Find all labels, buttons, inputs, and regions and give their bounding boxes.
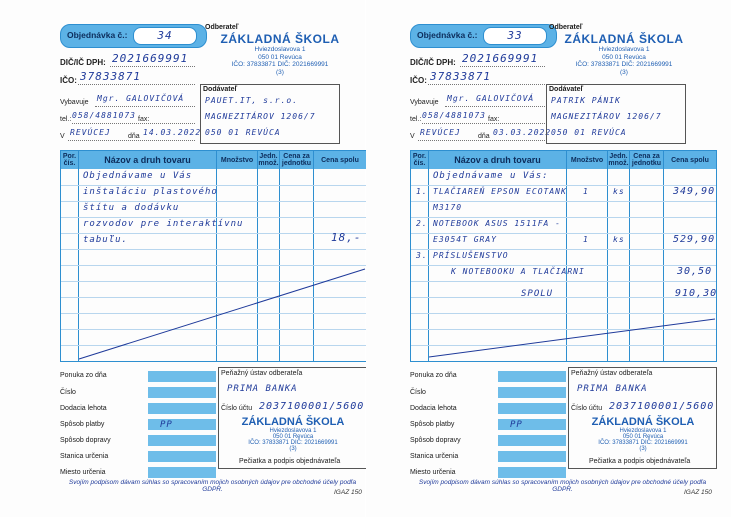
order-number-box (410, 24, 557, 48)
miesto-label: Miesto určenia (410, 469, 456, 476)
bank-value: PRIMA BANKA (577, 384, 648, 394)
item-line: tabuľu. (83, 235, 128, 245)
col-unit-header: Jedn. množ. (608, 153, 629, 167)
item-name: TLAČIAREŇ EPSON ECOTANK (433, 187, 567, 196)
platba-value: PP (160, 420, 173, 430)
col-qty-header: Množstvo (217, 151, 258, 169)
supplier-box (200, 84, 340, 144)
item-total: 18,- (331, 231, 362, 244)
item-no: 1. (416, 187, 428, 196)
fax-label: fax: (138, 116, 150, 123)
col-unit-price-header: Cena za jednotku (630, 151, 664, 169)
supplier-line-1: PAUET.IT, s.r.o. (205, 96, 299, 105)
item-name-cont: E3054T GRAY (433, 235, 497, 244)
ico-label: IČO: (410, 76, 427, 85)
order-number-value: 34 (133, 27, 197, 45)
strike-line (411, 169, 716, 361)
ico-value: 37833871 (80, 70, 141, 83)
col-name-header: Názov a druh tovaru (429, 151, 567, 169)
date-label: dňa (128, 133, 140, 140)
dic-label: DIČ/IČ DPH: (60, 58, 106, 67)
stamp-name: ZÁKLADNÁ ŠKOLA (591, 416, 695, 428)
place-label: V (410, 133, 415, 140)
stamp-city: 050 01 Revúca (622, 434, 664, 440)
order-number-box (60, 24, 207, 48)
items-table (410, 150, 717, 362)
supplier-line-2: MAGNEZITÁROV 1206/7 (551, 112, 662, 121)
buyer-label: Odberateľ (549, 24, 583, 31)
platba-label: Spôsob platby (410, 421, 455, 428)
item-unit: ks (613, 187, 625, 196)
ponuka-label: Ponuka zo dňa (60, 372, 107, 379)
dic-label: DIČ/IČ DPH: (410, 58, 456, 67)
ico-label: IČO: (60, 76, 77, 85)
account-value: 2037100001/5600 (609, 401, 715, 412)
issued-by-label: Vybavuje (410, 99, 439, 106)
items-table (60, 150, 367, 362)
fax-label: fax: (488, 116, 500, 123)
school-ids: IČO: 37833871 DIČ: 2021669991 (231, 61, 329, 68)
supplier-box (546, 84, 686, 144)
col-no-header: Por. čís. (61, 151, 79, 169)
item-line: inštaláciu plastového (83, 187, 218, 197)
item-name: NOTEBOOK ASUS 1511FA - (433, 219, 561, 228)
gdpr-note: Svojím podpisom dávam súhlas so spracovaním mojich osobných údajov pre obchodné účely podľa GDPR. (418, 479, 707, 493)
miesto-label: Miesto určenia (60, 469, 106, 476)
buyer-label: Odberateľ (205, 24, 239, 31)
bank-value: PRIMA BANKA (227, 384, 298, 394)
stamp-street: Hviezdoslavova 1 (619, 428, 667, 434)
school-name: ZÁKLADNÁ ŠKOLA (564, 32, 684, 46)
platba-label: Spôsob platby (60, 421, 105, 428)
stamp-ref: (3) (639, 446, 647, 452)
strike-line (61, 169, 366, 361)
supplier-label: Dodávateľ (203, 86, 238, 93)
item-line: rozvodov pre interaktívnu (83, 219, 244, 229)
account-value: 2037100001/5600 (259, 401, 365, 412)
signature-label: Pečiatka a podpis objednávateľa (589, 458, 691, 465)
doprava-label: Spôsob dopravy (410, 437, 461, 444)
stamp-ids: IČO: 37833871 DIČ: 2021669991 (598, 440, 688, 446)
item-total: 349,90 (673, 186, 716, 197)
stamp-city: 050 01 Revúca (272, 434, 314, 440)
doprava-label: Spôsob dopravy (60, 437, 111, 444)
date-value: 03.03.2022 (493, 128, 552, 137)
supplier-line-2: MAGNEZITÁROV 1206/7 (205, 112, 316, 121)
stamp-street: Hviezdoslavova 1 (269, 428, 317, 434)
school-stamp (573, 416, 713, 452)
ico-value: 37833871 (430, 70, 491, 83)
form-code: IGAZ 150 (334, 489, 362, 496)
tel-value: 058/4881073 (422, 111, 486, 120)
account-label: Číslo účtu (221, 405, 253, 412)
item-name-cont: M3170 (433, 203, 463, 212)
place-label: V (60, 133, 65, 140)
stanica-label: Stanica určenia (60, 453, 109, 460)
place-value: REVÚCEJ (420, 128, 461, 137)
school-ref: (3) (620, 68, 628, 76)
school-city: 050 01 Revúca (602, 53, 646, 61)
item-no: 2. (416, 219, 428, 228)
school-header (205, 32, 355, 76)
school-header (549, 32, 699, 76)
tel-label: tel.: (60, 116, 72, 123)
col-qty-header: Množstvo (567, 151, 608, 169)
dodacia-label: Dodacia lehota (410, 405, 457, 412)
bank-box (568, 367, 717, 469)
bank-box (218, 367, 367, 469)
stamp-ids: IČO: 37833871 DIČ: 2021669991 (248, 440, 338, 446)
item-name: PRÍSLUŠENSTVO (433, 251, 509, 260)
signature-label: Pečiatka a podpis objednávateľa (239, 458, 341, 465)
school-name: ZÁKLADNÁ ŠKOLA (220, 32, 340, 46)
col-total-header: Cena spolu (321, 156, 359, 164)
order-number-value: 33 (483, 27, 547, 45)
school-ref: (3) (276, 68, 284, 76)
bank-label: Peňažný ústav odberateľa (571, 370, 653, 377)
order-form-right (366, 0, 731, 517)
col-unit-price-header: Cena za jednotku (280, 151, 314, 169)
stanica-label: Stanica určenia (410, 453, 459, 460)
item-no: 3. (416, 251, 428, 260)
order-form-left (0, 0, 365, 517)
supplier-label: Dodávateľ (549, 86, 584, 93)
school-street: Hviezdoslavova 1 (254, 46, 306, 53)
dodacia-label: Dodacia lehota (60, 405, 107, 412)
sum-value: 910,30 (675, 288, 718, 299)
school-ids: IČO: 37833871 DIČ: 2021669991 (575, 61, 673, 68)
item-total: 30,50 (677, 266, 713, 277)
item-line: Objednávame u Vás (83, 171, 193, 181)
account-label: Číslo účtu (571, 405, 603, 412)
dic-value: 2021669991 (112, 52, 189, 65)
cislo-label: Číslo (60, 389, 76, 396)
cislo-label: Číslo (410, 389, 426, 396)
bank-label: Peňažný ústav odberateľa (221, 370, 303, 377)
col-no-header: Por. čís. (411, 151, 429, 169)
sum-label: SPOLU (521, 289, 554, 299)
col-name-header: Názov a druh tovaru (79, 151, 217, 169)
ponuka-label: Ponuka zo dňa (410, 372, 457, 379)
date-label: dňa (478, 133, 490, 140)
order-number-label: Objednávka č.: (417, 30, 478, 40)
supplier-line-3: 050 01 REVÚCA (205, 128, 281, 137)
school-stamp (223, 416, 363, 452)
col-unit-header: Jedn. množ. (258, 153, 279, 167)
stamp-ref: (3) (289, 446, 297, 452)
dic-value: 2021669991 (462, 52, 539, 65)
stamp-name: ZÁKLADNÁ ŠKOLA (241, 416, 345, 428)
tel-value: 058/4881073 (72, 111, 136, 120)
gdpr-note: Svojím podpisom dávam súhlas so spracovaním mojich osobných údajov pre obchodné účely podľa GDPR. (68, 479, 357, 493)
order-number-label: Objednávka č.: (67, 30, 128, 40)
item-line: štítu a dodávku (83, 203, 180, 213)
item-qty: 1 (583, 235, 589, 244)
intro-line: Objednávame u Vás: (433, 171, 549, 181)
school-street: Hviezdoslavova 1 (598, 46, 650, 53)
tel-label: tel.: (410, 116, 422, 123)
issued-by-label: Vybavuje (60, 99, 89, 106)
col-total-header: Cena spolu (671, 156, 709, 164)
date-value: 14.03.2022 (143, 128, 202, 137)
item-total: 529,90 (673, 234, 716, 245)
issued-by-value: Mgr. GALOVIČOVÁ (97, 94, 185, 103)
platba-value: PP (510, 420, 523, 430)
item-unit: ks (613, 235, 625, 244)
form-code: IGAZ 150 (684, 489, 712, 496)
school-city: 050 01 Revúca (258, 53, 302, 61)
supplier-line-3: 050 01 REVÚCA (551, 128, 627, 137)
place-value: REVÚCEJ (70, 128, 111, 137)
item-qty: 1 (583, 187, 589, 196)
issued-by-value: Mgr. GALOVIČOVÁ (447, 94, 535, 103)
supplier-line-1: PATRIK PÁNIK (551, 96, 621, 105)
item-name-cont: K NOTEBOOKU A TLAČIARNI (451, 267, 585, 276)
